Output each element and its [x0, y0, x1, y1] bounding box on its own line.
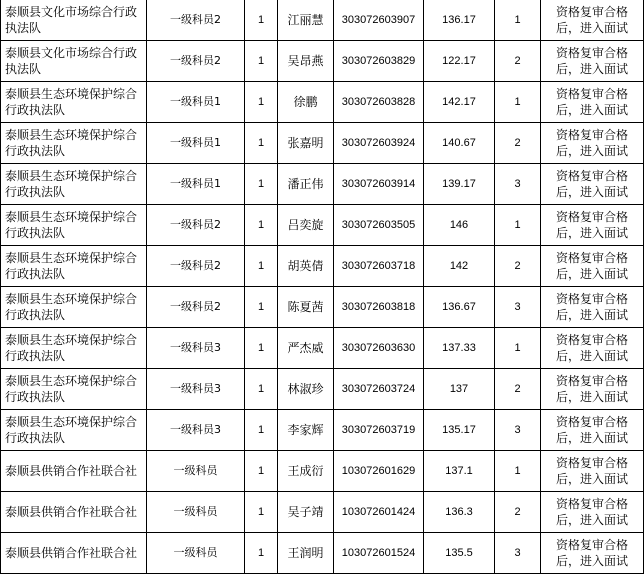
quota-cell: 1	[245, 246, 278, 287]
position-cell: 一级科员3	[147, 410, 245, 451]
table-row	[1, 123, 644, 164]
unit-cell: 泰顺县生态环境保护综合行政执法队	[1, 369, 147, 410]
candidate-name-cell: 江丽慧	[278, 0, 334, 41]
rank-cell: 3	[495, 533, 541, 574]
table-body	[1, 0, 644, 574]
ticket-number-cell: 303072603818	[334, 287, 424, 328]
score-cell: 136.17	[424, 0, 495, 41]
rank-cell: 2	[495, 492, 541, 533]
candidate-name-cell: 张嘉明	[278, 123, 334, 164]
remark-cell: 资格复审合格后，进入面试	[541, 205, 644, 246]
quota-cell: 1	[245, 123, 278, 164]
table-row	[1, 533, 644, 574]
score-cell: 146	[424, 205, 495, 246]
candidate-name-cell: 徐鹏	[278, 82, 334, 123]
score-cell: 142	[424, 246, 495, 287]
remark-cell: 资格复审合格后，进入面试	[541, 287, 644, 328]
table-row	[1, 205, 644, 246]
score-cell: 140.67	[424, 123, 495, 164]
remark-cell: 资格复审合格后，进入面试	[541, 164, 644, 205]
score-cell: 137	[424, 369, 495, 410]
position-cell: 一级科员2	[147, 0, 245, 41]
score-cell: 136.67	[424, 287, 495, 328]
candidate-name-cell: 李家辉	[278, 410, 334, 451]
remark-cell: 资格复审合格后，进入面试	[541, 82, 644, 123]
rank-cell: 1	[495, 328, 541, 369]
candidate-name-cell: 胡英倩	[278, 246, 334, 287]
ticket-number-cell: 303072603828	[334, 82, 424, 123]
remark-cell: 资格复审合格后，进入面试	[541, 328, 644, 369]
score-cell: 135.5	[424, 533, 495, 574]
position-cell: 一级科员2	[147, 41, 245, 82]
unit-cell: 泰顺县生态环境保护综合行政执法队	[1, 328, 147, 369]
position-cell: 一级科员	[147, 451, 245, 492]
ticket-number-cell: 103072601524	[334, 533, 424, 574]
ticket-number-cell: 303072603724	[334, 369, 424, 410]
ticket-number-cell: 303072603907	[334, 0, 424, 41]
unit-cell: 泰顺县生态环境保护综合行政执法队	[1, 123, 147, 164]
ticket-number-cell: 303072603719	[334, 410, 424, 451]
table-row	[1, 451, 644, 492]
table-row	[1, 41, 644, 82]
table-row	[1, 0, 644, 41]
ticket-number-cell: 103072601424	[334, 492, 424, 533]
candidate-name-cell: 陈夏茜	[278, 287, 334, 328]
unit-cell: 泰顺县生态环境保护综合行政执法队	[1, 164, 147, 205]
position-cell: 一级科员	[147, 492, 245, 533]
quota-cell: 1	[245, 0, 278, 41]
ticket-number-cell: 303072603505	[334, 205, 424, 246]
rank-cell: 3	[495, 287, 541, 328]
position-cell: 一级科员1	[147, 164, 245, 205]
position-cell: 一级科员	[147, 533, 245, 574]
score-cell: 136.3	[424, 492, 495, 533]
candidate-name-cell: 王成衍	[278, 451, 334, 492]
unit-cell: 泰顺县生态环境保护综合行政执法队	[1, 287, 147, 328]
ticket-number-cell: 303072603914	[334, 164, 424, 205]
rank-cell: 1	[495, 451, 541, 492]
score-cell: 122.17	[424, 41, 495, 82]
unit-cell: 泰顺县生态环境保护综合行政执法队	[1, 246, 147, 287]
table-row	[1, 82, 644, 123]
unit-cell: 泰顺县供销合作社联合社	[1, 492, 147, 533]
rank-cell: 2	[495, 246, 541, 287]
remark-cell: 资格复审合格后，进入面试	[541, 533, 644, 574]
unit-cell: 泰顺县生态环境保护综合行政执法队	[1, 410, 147, 451]
remark-cell: 资格复审合格后，进入面试	[541, 41, 644, 82]
candidate-name-cell: 林淑珍	[278, 369, 334, 410]
ticket-number-cell: 103072601629	[334, 451, 424, 492]
score-cell: 137.33	[424, 328, 495, 369]
unit-cell: 泰顺县供销合作社联合社	[1, 533, 147, 574]
rank-cell: 1	[495, 205, 541, 246]
quota-cell: 1	[245, 328, 278, 369]
position-cell: 一级科员1	[147, 123, 245, 164]
unit-cell: 泰顺县生态环境保护综合行政执法队	[1, 205, 147, 246]
remark-cell: 资格复审合格后，进入面试	[541, 0, 644, 41]
position-cell: 一级科员3	[147, 328, 245, 369]
quota-cell: 1	[245, 451, 278, 492]
quota-cell: 1	[245, 287, 278, 328]
candidate-name-cell: 吕奕旋	[278, 205, 334, 246]
score-cell: 142.17	[424, 82, 495, 123]
remark-cell: 资格复审合格后，进入面试	[541, 492, 644, 533]
rank-cell: 2	[495, 123, 541, 164]
position-cell: 一级科员1	[147, 82, 245, 123]
quota-cell: 1	[245, 41, 278, 82]
score-cell: 139.17	[424, 164, 495, 205]
rank-cell: 3	[495, 410, 541, 451]
remark-cell: 资格复审合格后，进入面试	[541, 123, 644, 164]
unit-cell: 泰顺县供销合作社联合社	[1, 451, 147, 492]
quota-cell: 1	[245, 369, 278, 410]
rank-cell: 2	[495, 41, 541, 82]
table-row	[1, 328, 644, 369]
unit-cell: 泰顺县文化市场综合行政执法队	[1, 41, 147, 82]
position-cell: 一级科员2	[147, 205, 245, 246]
candidate-name-cell: 吴子靖	[278, 492, 334, 533]
rank-cell: 2	[495, 369, 541, 410]
candidate-name-cell: 王润明	[278, 533, 334, 574]
unit-cell: 泰顺县文化市场综合行政执法队	[1, 0, 147, 41]
table-row	[1, 246, 644, 287]
rank-cell: 1	[495, 82, 541, 123]
table-row	[1, 164, 644, 205]
table-row	[1, 369, 644, 410]
remark-cell: 资格复审合格后，进入面试	[541, 369, 644, 410]
quota-cell: 1	[245, 205, 278, 246]
ticket-number-cell: 303072603718	[334, 246, 424, 287]
unit-cell: 泰顺县生态环境保护综合行政执法队	[1, 82, 147, 123]
position-cell: 一级科员2	[147, 246, 245, 287]
ticket-number-cell: 303072603924	[334, 123, 424, 164]
quota-cell: 1	[245, 410, 278, 451]
quota-cell: 1	[245, 164, 278, 205]
candidate-name-cell: 潘正伟	[278, 164, 334, 205]
remark-cell: 资格复审合格后，进入面试	[541, 410, 644, 451]
remark-cell: 资格复审合格后，进入面试	[541, 451, 644, 492]
table-row	[1, 410, 644, 451]
position-cell: 一级科员3	[147, 369, 245, 410]
quota-cell: 1	[245, 533, 278, 574]
score-cell: 137.1	[424, 451, 495, 492]
candidate-name-cell: 严杰威	[278, 328, 334, 369]
position-cell: 一级科员2	[147, 287, 245, 328]
quota-cell: 1	[245, 492, 278, 533]
score-cell: 135.17	[424, 410, 495, 451]
quota-cell: 1	[245, 82, 278, 123]
table-row	[1, 287, 644, 328]
candidate-name-cell: 吴昂燕	[278, 41, 334, 82]
ticket-number-cell: 303072603829	[334, 41, 424, 82]
ticket-number-cell: 303072603630	[334, 328, 424, 369]
rank-cell: 1	[495, 0, 541, 41]
table-row	[1, 492, 644, 533]
rank-cell: 3	[495, 164, 541, 205]
remark-cell: 资格复审合格后，进入面试	[541, 246, 644, 287]
